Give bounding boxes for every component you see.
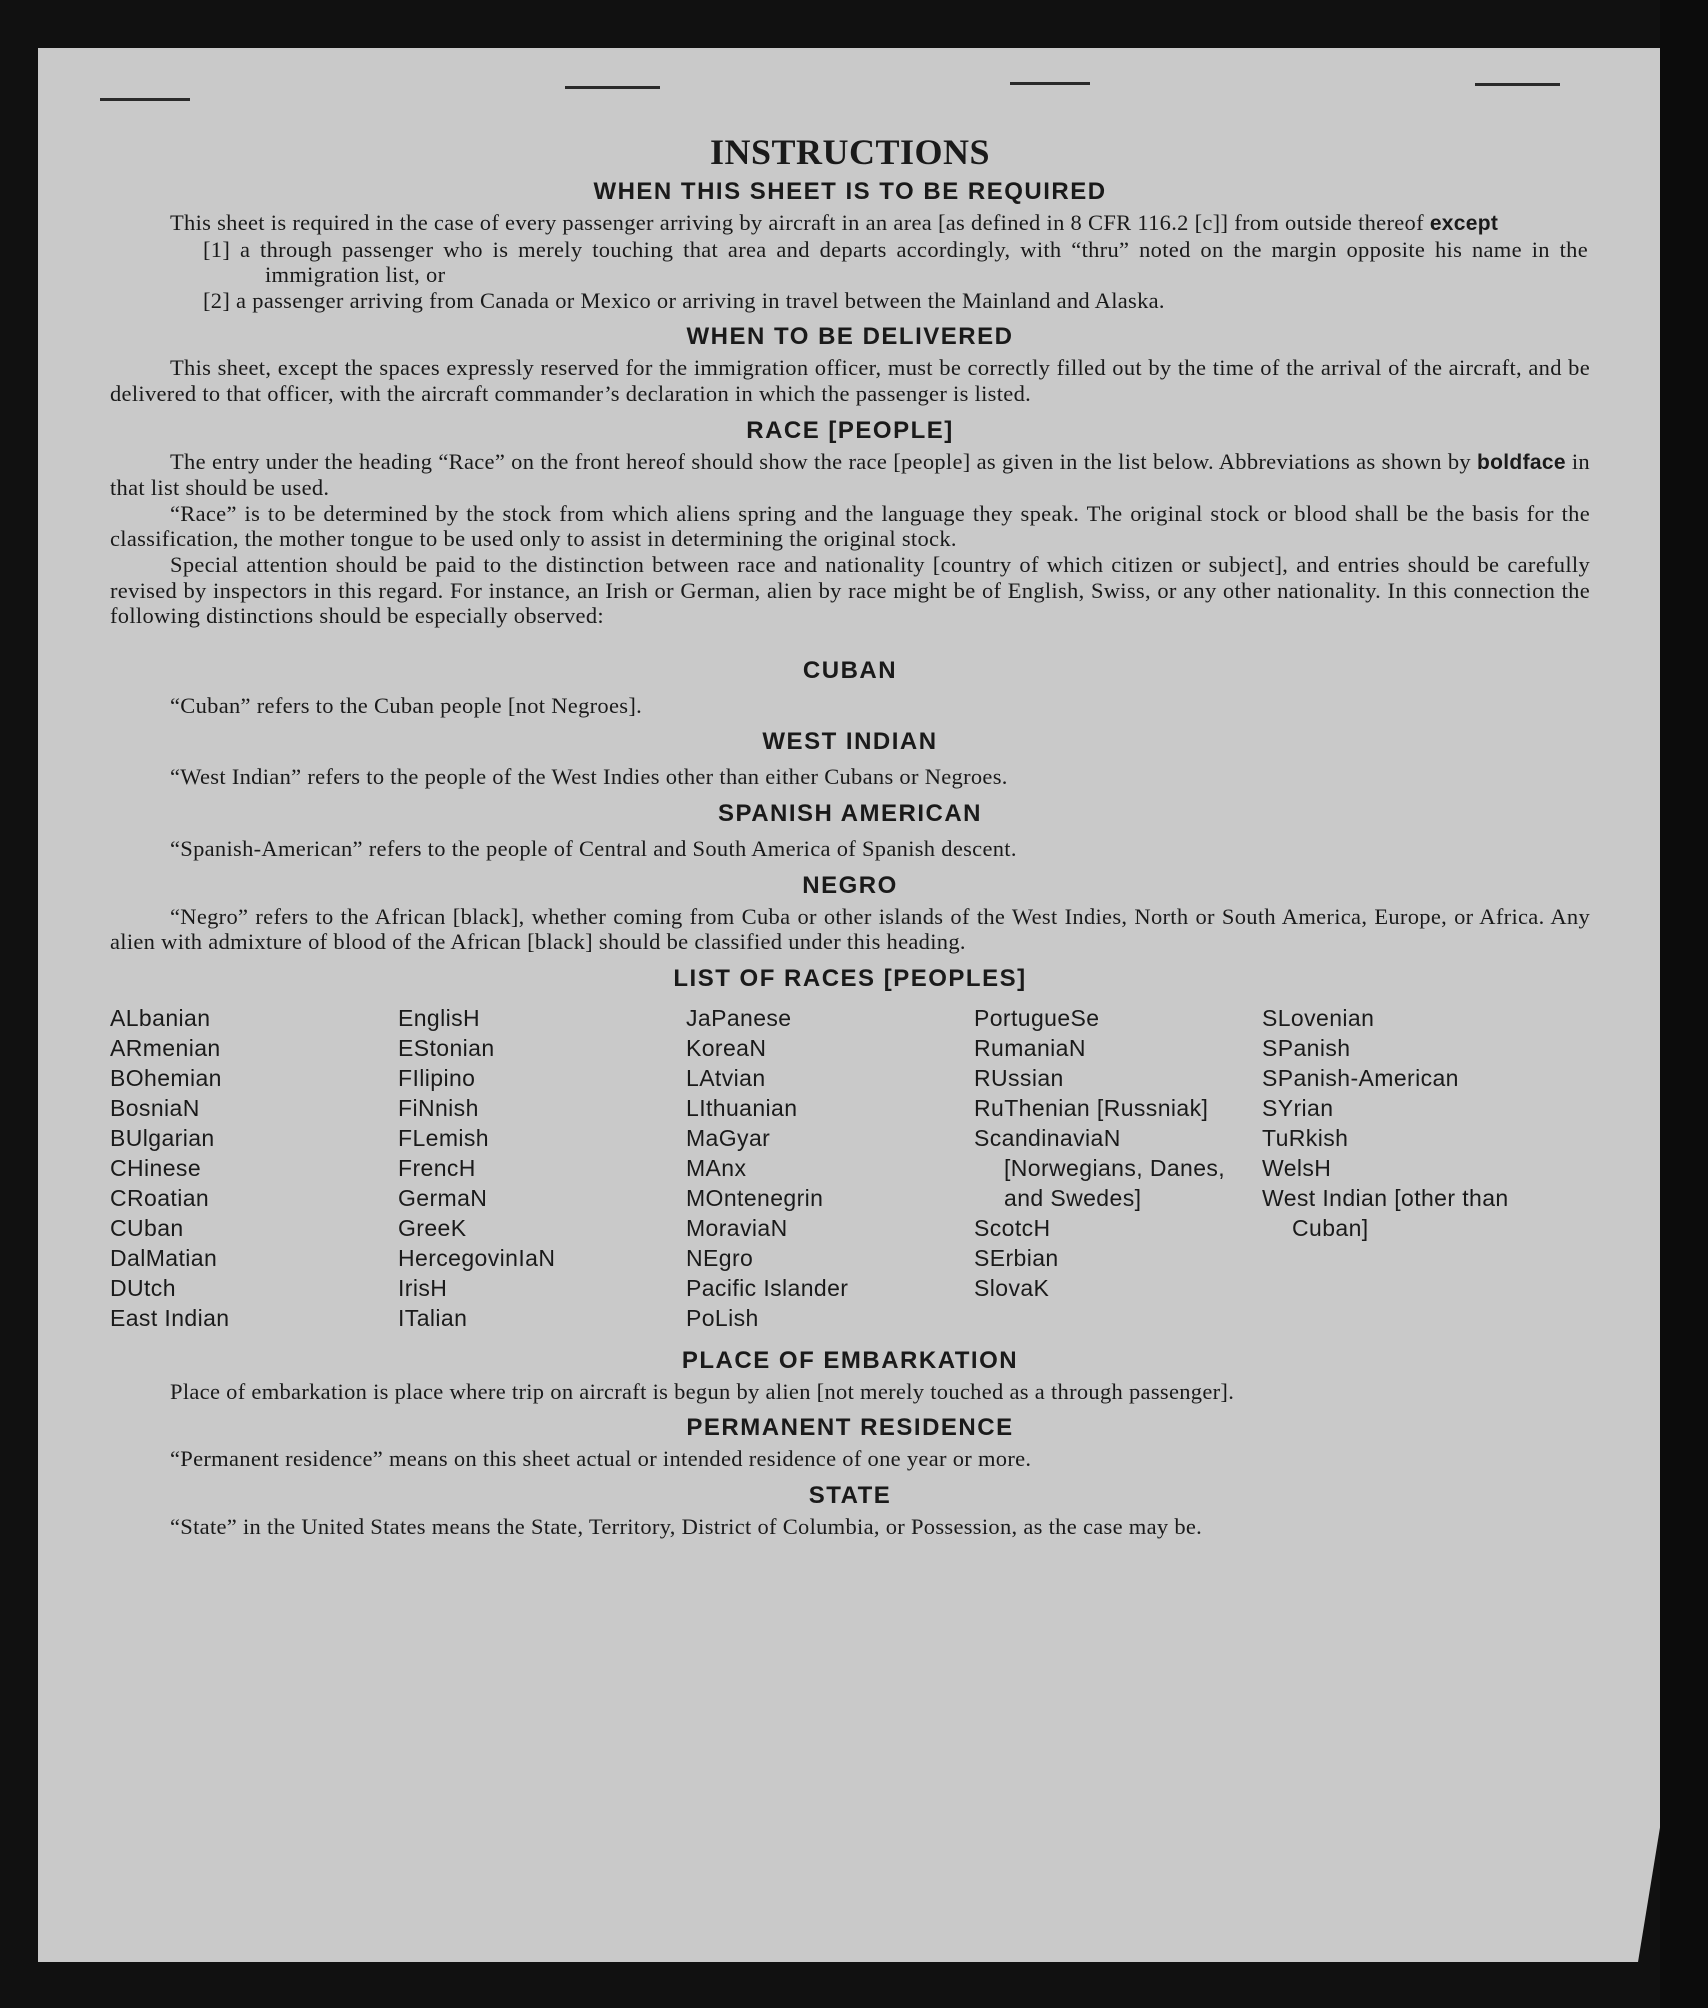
race-entry: SlovaK [974,1274,1050,1301]
races-column [974,1003,1262,1333]
race-entry: Pacific Islander [686,1274,849,1301]
race-entry: TuRkish [1262,1124,1349,1151]
spanish-american-text: “Spanish-American” refers to the people of Central and South America of Spanish descent. [170,835,1017,861]
race-entry: MaGyar [686,1124,771,1151]
race-entry: BosniaN [110,1094,200,1121]
race-entry: BUlgarian [110,1124,215,1151]
embarkation-text: Place of embarkation is place where trip on aircraft is begun by alien [not merely touched as a through passenger]. [170,1378,1235,1404]
race-entry: IrisH [398,1274,448,1301]
heading-negro: NEGRO [802,871,898,899]
race-entry: LAtvian [686,1064,766,1091]
race-entry: EStonian [398,1034,495,1061]
races-column [110,1003,398,1333]
race-entry: EnglisH [398,1004,481,1031]
race-entry: MAnx [686,1154,747,1181]
race-entry: GreeK [398,1214,467,1241]
race-entry: PortugueSe [974,1004,1100,1031]
race-entry: RuThenian [Russniak] [974,1094,1209,1121]
residence-text: “Permanent residence” means on this sheet actual or intended residence of one year or more. [170,1446,1032,1472]
race-entry: SPanish [1262,1034,1351,1061]
race-entry: West Indian [other than Cuban] [1262,1184,1509,1241]
races-column [398,1003,686,1333]
race-entry: BOhemian [110,1064,222,1091]
race-paragraph-1: The entry under the heading “Race” on the front hereof should show the race [people] as given in the list below. Abbreviations as shown by boldface in that list should be used. [110,448,1590,501]
race-entry: FIlipino [398,1064,476,1091]
race-entry: SErbian [974,1244,1059,1271]
heading-residence: PERMANENT RESIDENCE [686,1414,1014,1442]
west-indian-text: “West Indian” refers to the people of the West Indies other than either Cubans or Negroes. [170,764,1008,790]
race-entry: DalMatian [110,1244,218,1271]
race-entry: ITalian [398,1304,468,1331]
race-entry: DUtch [110,1274,176,1301]
heading-cuban: CUBAN [802,656,898,684]
race-entry: SYrian [1262,1094,1334,1121]
race-entry: NEgro [686,1244,754,1271]
race-paragraph-3: Special attention should be paid to the distinction between race and nationality [country of which citizen or subject], and entries should be carefully revised by inspectors in this regard. For instance, an Irish or German, alien by race might be of English, Swiss, or any other nationality. In this connection the following distinctions should be especially observed: [110,551,1590,629]
race-entry: PoLish [686,1304,759,1331]
document-content [110,130,1590,1539]
heading-race: RACE [PEOPLE] [746,416,954,444]
race-entry: RUssian [974,1064,1064,1091]
race-entry: East Indian [110,1304,230,1331]
cuban-text: “Cuban” refers to the Cuban people [not Negroes]. [170,692,643,718]
negro-text: “Negro” refers to the African [black], whether coming from Cuba or other islands of the West Indies, North or South America, Europe, or Africa. Any alien with admixture of blood of the African [black] should be classified under this heading. [110,903,1590,955]
race-entry: WelsH [1262,1154,1332,1181]
heading-west-indian: WEST INDIAN [762,728,938,756]
race-paragraph-2: “Race” is to be determined by the stock from which aliens spring and the language they speak. The original stock or blood shall be the basis for the classification, the mother tongue to be used only to assist in determining the original stock. [110,500,1590,552]
delivered-text: This sheet, except the spaces expressly reserved for the immigration officer, must be correctly filled out by the time of the arrival of the aircraft, and be delivered to that officer, with the aircraft commander’s declaration in which the passenger is listed. [110,355,1590,406]
document-title: INSTRUCTIONS [709,132,991,172]
scan-mark [1475,83,1560,86]
races-column [1262,1003,1550,1333]
race-entry: ARmenian [110,1034,221,1061]
heading-embarkation: PLACE OF EMBARKATION [681,1346,1019,1374]
heading-state: STATE [808,1481,892,1509]
race-entry: CRoatian [110,1184,210,1211]
race-entry: SLovenian [1262,1004,1375,1031]
heading-delivered: WHEN TO BE DELIVERED [686,323,1014,351]
races-list [110,1003,1560,1333]
race-entry: ALbanian [110,1004,211,1031]
race-entry: HercegovinIaN [398,1244,556,1271]
scan-mark [100,98,190,101]
race-entry: JaPanese [686,1004,792,1031]
race-entry: LIthuanian [686,1094,798,1121]
required-intro: This sheet is required in the case of every passenger arriving by aircraft in an area [as defined in 8 CFR 116.2 [c]] from outside thereof except [170,210,1499,235]
heading-spanish-american: SPANISH AMERICAN [717,799,982,827]
race-entry: CHinese [110,1154,202,1181]
scan-mark [1010,82,1090,85]
scan-mark [565,86,660,89]
race-entry: RumaniaN [974,1034,1086,1061]
race-entry: MoraviaN [686,1214,788,1241]
races-column [686,1003,974,1333]
race-entry: FrencH [398,1154,476,1181]
race-entry: SPanish-American [1262,1064,1459,1091]
required-item-1: [1] a through passenger who is merely touching that area and departs accordingly, with “thru” noted on the margin opposite his name in the immigration list, or [203,236,1588,288]
race-entry: FiNnish [398,1094,479,1121]
state-text: “State” in the United States means the State, Territory, District of Columbia, or Possession, as the case may be. [170,1513,1203,1539]
race-entry: CUban [110,1214,184,1241]
race-entry: FLemish [398,1124,489,1151]
required-item-2: [2] a passenger arriving from Canada or Mexico or arriving in travel between the Mainland and Alaska. [203,287,1165,313]
heading-list-of-races: LIST OF RACES [PEOPLES] [673,964,1027,992]
race-entry: ScotcH [974,1214,1051,1241]
race-entry: MOntenegrin [686,1184,824,1211]
race-entry: GermaN [398,1184,488,1211]
scan-edge [1660,0,1708,2008]
race-entry: KoreaN [686,1034,767,1061]
race-entry: ScandinaviaN [Norwegians, Danes, and Swedes] [974,1124,1226,1211]
heading-required: WHEN THIS SHEET IS TO BE REQUIRED [593,178,1107,205]
